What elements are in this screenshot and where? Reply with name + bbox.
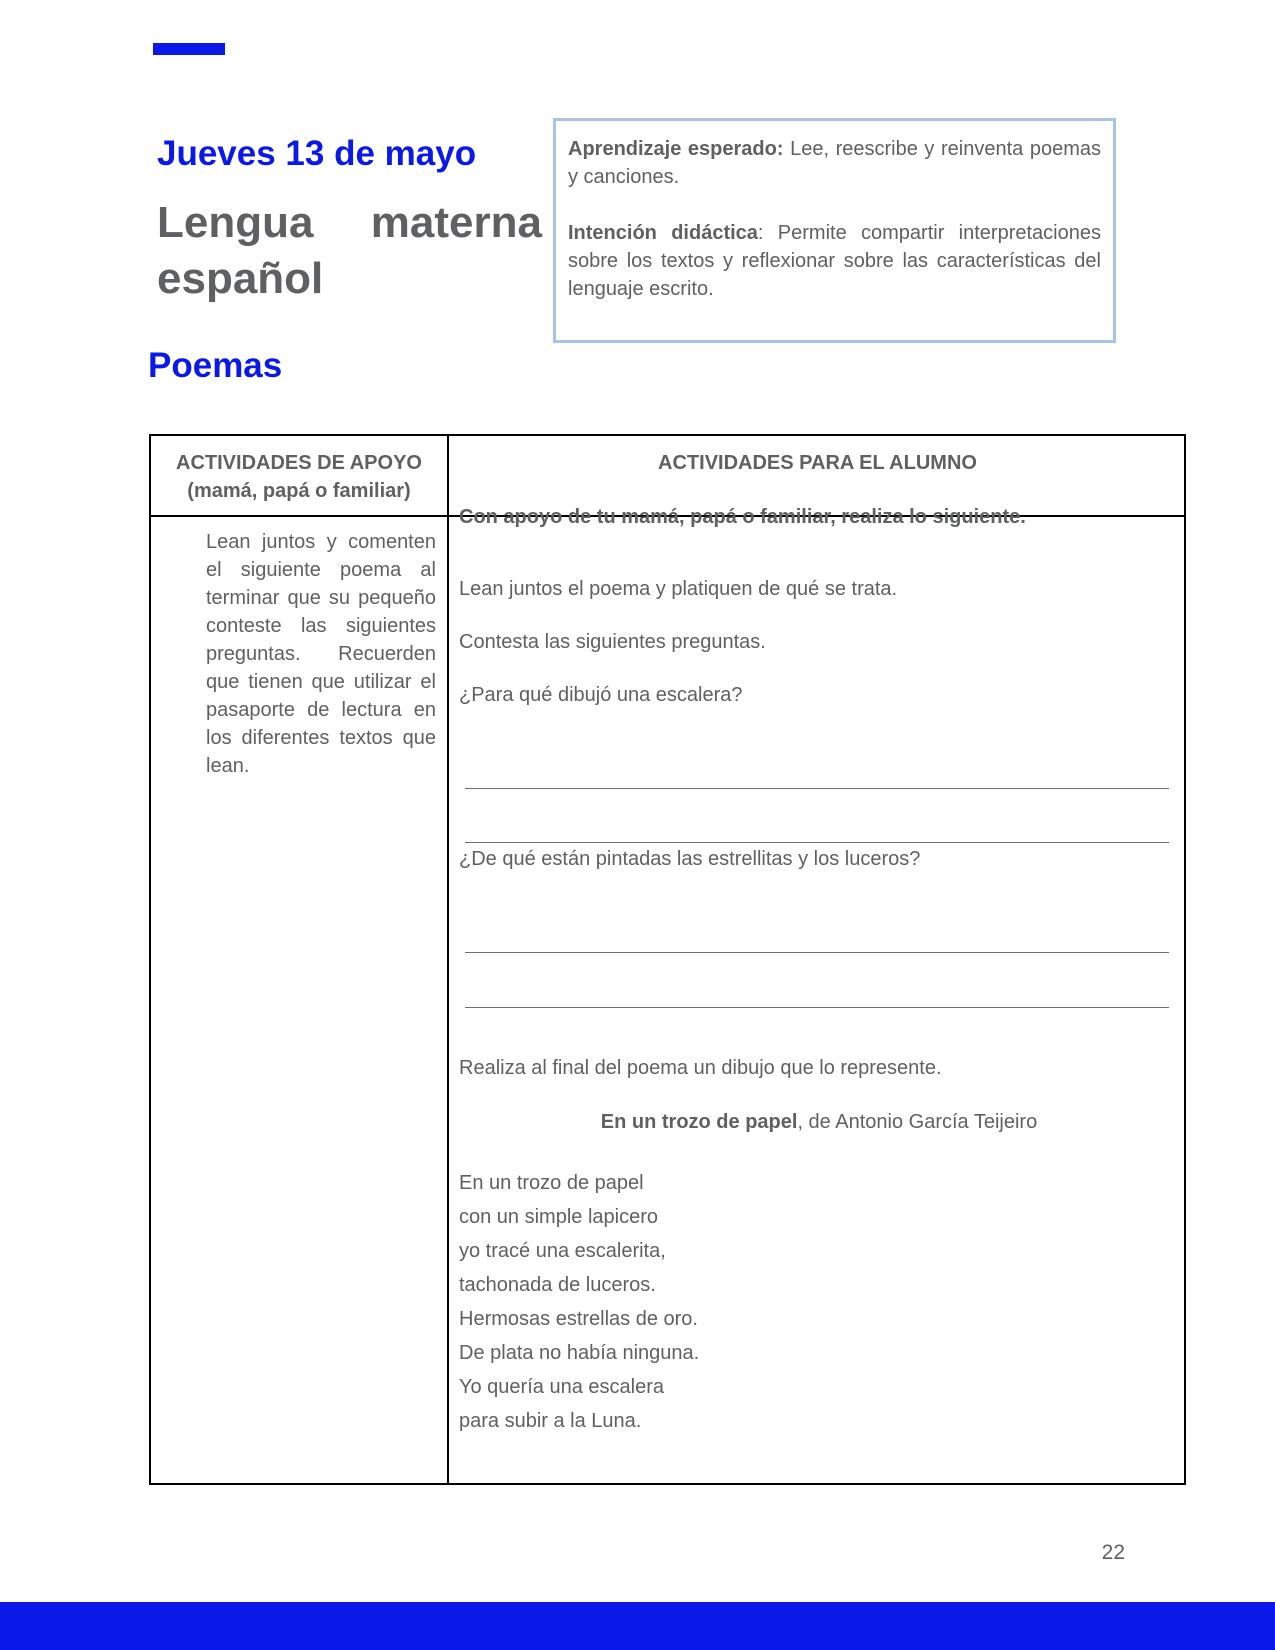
student-intro: Con apoyo de tu mamá, papá o familiar, realiza lo siguiente. (459, 506, 1026, 528)
didactic-intention (568, 219, 1101, 303)
poem-line: Hermosas estrellas de oro. (459, 1308, 698, 1330)
poem-line: yo tracé una escalerita, (459, 1240, 666, 1262)
didactic-intention-text: : Permite compartir interpretaciones sobre los textos y reflexionar sobre las características del lenguaje escrito. (568, 222, 1101, 300)
support-header-line1: ACTIVIDADES DE APOYO (176, 452, 422, 474)
poem-verses (459, 1166, 699, 1438)
poem-heading (459, 1108, 1179, 1136)
support-header-line2: (mamá, papá o familiar) (187, 480, 411, 502)
poem-author: , de Antonio García Teijeiro (797, 1111, 1038, 1133)
didactic-intention-label: Intención didáctica (568, 222, 758, 244)
question-2: ¿De qué están pintadas las estrellitas y los luceros? (459, 848, 921, 870)
answer-line-q1-a[interactable] (465, 788, 1169, 789)
subject-title-line1: Lengua materna (157, 198, 542, 247)
poem-line: con un simple lapicero (459, 1206, 658, 1228)
instruction-answer: Contesta las siguientes preguntas. (459, 631, 766, 653)
footer-bar (0, 1602, 1275, 1650)
poem-line: De plata no había ninguna. (459, 1342, 700, 1364)
learning-objective-box (553, 118, 1116, 343)
question-1: ¿Para qué dibujó una escalera? (459, 684, 743, 706)
poem-line: Yo quería una escalera (459, 1376, 664, 1398)
answer-line-q2-a[interactable] (465, 952, 1169, 953)
lesson-date: Jueves 13 de mayo (157, 134, 477, 173)
expected-learning-text: Lee, reescribe y reinventa poemas y canciones. (568, 138, 1101, 188)
answer-line-q1-b[interactable] (465, 842, 1169, 843)
lesson-topic: Poemas (148, 346, 283, 385)
poem-title: En un trozo de papel (600, 1111, 798, 1133)
expected-learning (568, 135, 1101, 191)
support-activities-text: Lean juntos y comenten el siguiente poema al terminar que su pequeño conteste las siguientes preguntas. Recuerden que tienen que utilizar el pasaporte de lectura en los diferentes textos que lean. (206, 531, 436, 777)
answer-line-q2-b[interactable] (465, 1007, 1169, 1008)
table-column-divider (447, 436, 449, 1483)
subject-title-line2: español (157, 254, 324, 303)
top-accent-bar (153, 43, 225, 55)
activity-table (149, 434, 1186, 1485)
expected-learning-label: Aprendizaje esperado: (568, 138, 784, 160)
support-activities-header (151, 449, 447, 505)
page-number: 22 (1101, 1541, 1125, 1564)
subject-title (157, 195, 542, 307)
poem-line: para subir a la Luna. (459, 1410, 642, 1432)
poem-line: tachonada de luceros. (459, 1274, 656, 1296)
instruction-draw: Realiza al final del poema un dibujo que lo represente. (459, 1057, 942, 1079)
student-activities-header: ACTIVIDADES PARA EL ALUMNO (658, 452, 977, 474)
poem-line: En un trozo de papel (459, 1172, 644, 1194)
instruction-read: Lean juntos el poema y platiquen de qué se trata. (459, 578, 898, 600)
